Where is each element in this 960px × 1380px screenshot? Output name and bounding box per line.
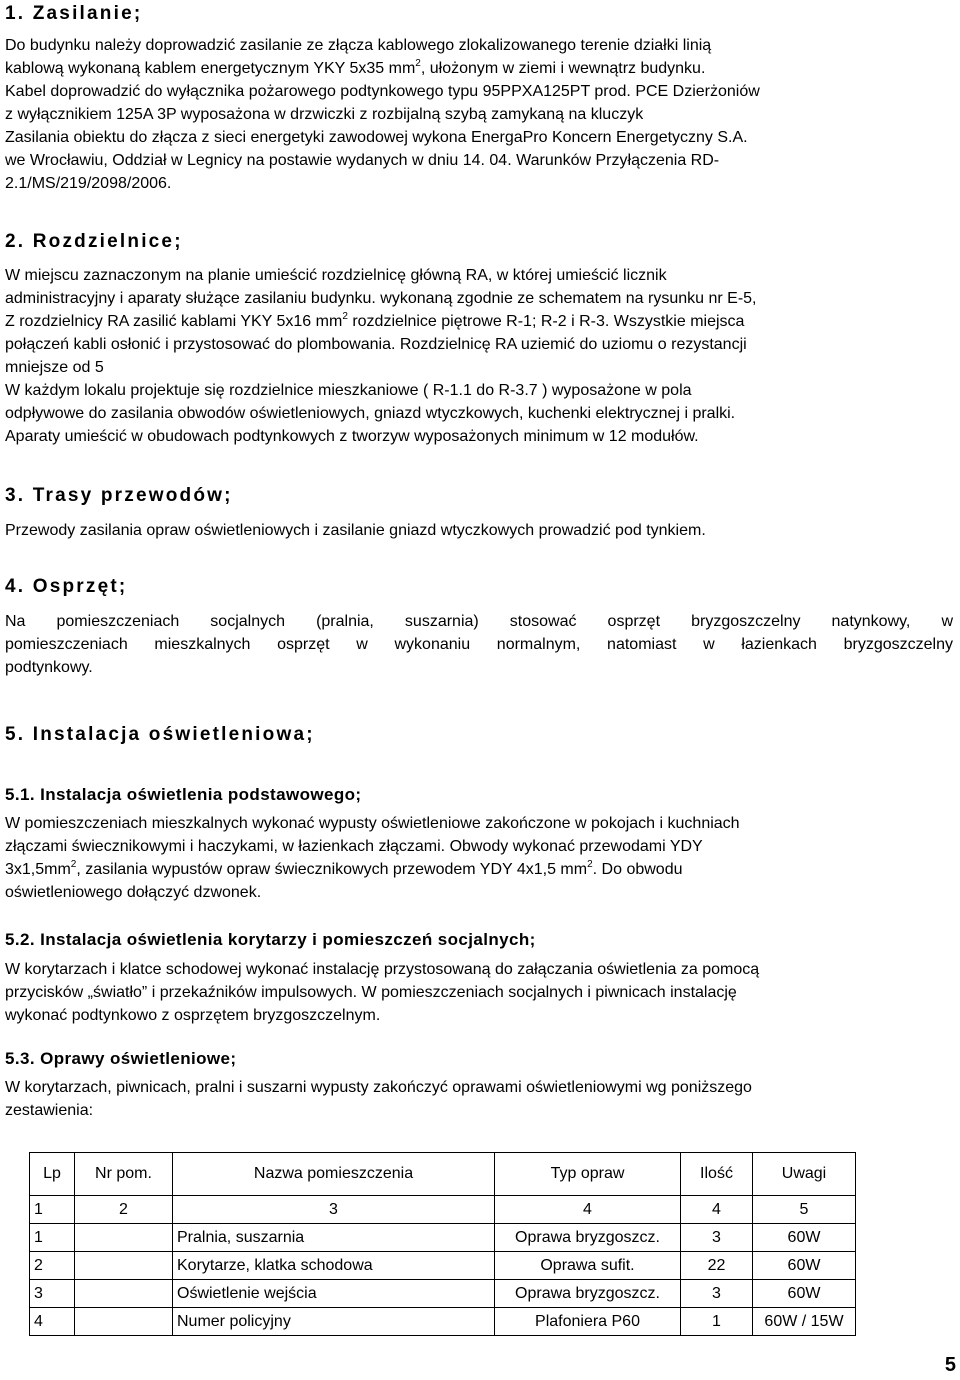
section-1-heading: 1. Zasilanie; bbox=[5, 3, 143, 24]
section-5-2-line: przycisków „światło” i przekaźników impulsowych. W pomieszczeniach socjalnych i piwnicach instalację bbox=[5, 984, 737, 1001]
section-5-2-text bbox=[5, 958, 953, 1027]
section-2-line: mniejsze od 5 bbox=[5, 359, 104, 376]
table-cell bbox=[75, 1252, 173, 1280]
section-5-heading: 5. Instalacja oświetleniowa; bbox=[5, 724, 315, 745]
section-3-text: Przewody zasilania opraw oświetleniowych i zasilanie gniazd wtyczkowych prowadzić pod tynkiem. bbox=[5, 522, 706, 539]
table-cell: Oprawa bryzgoszcz. bbox=[495, 1224, 681, 1252]
column-header: Nr pom. bbox=[75, 1153, 173, 1196]
section-4-heading: 4. Osprzęt; bbox=[5, 576, 128, 597]
table-cell: 2 bbox=[75, 1196, 173, 1224]
section-1-line: Zasilania obiektu do złącza z sieci energetyki zawodowej wykona EnergaPro Koncern Energetyczny S.A. bbox=[5, 129, 748, 146]
table-cell: 3 bbox=[30, 1280, 75, 1308]
table-row bbox=[30, 1280, 856, 1308]
table-cell: 60W bbox=[753, 1280, 856, 1308]
table-cell: 3 bbox=[681, 1224, 753, 1252]
section-5-1-line: oświetleniowego dołączyć dzwonek. bbox=[5, 884, 262, 901]
section-1-line: we Wrocławiu, Oddział w Legnicy na postawie wydanych w dniu 14. 04. Warunków Przyłączenia RD- bbox=[5, 152, 720, 169]
section-4-text bbox=[5, 610, 953, 679]
table-cell: 22 bbox=[681, 1252, 753, 1280]
table-cell bbox=[75, 1280, 173, 1308]
table-cell: 3 bbox=[173, 1196, 495, 1224]
text-span: , ułożonym w ziemi i wewnątrz budynku. bbox=[420, 60, 706, 77]
section-2-line bbox=[5, 310, 953, 333]
table-row bbox=[30, 1308, 856, 1336]
table-cell: 4 bbox=[495, 1196, 681, 1224]
section-5-2-heading: 5.2. Instalacja oświetlenia korytarzy i pomieszczeń socjalnych; bbox=[5, 930, 536, 949]
page-number: 5 bbox=[944, 1354, 956, 1376]
section-5-1-line: złączami świecznikowymi i haczykami, w łazienkach złączami. Obwody wykonać przewodami YDY bbox=[5, 838, 703, 855]
table-cell: Numer policyjny bbox=[173, 1308, 495, 1336]
table-cell: Pralnia, suszarnia bbox=[173, 1224, 495, 1252]
column-header: Uwagi bbox=[753, 1153, 856, 1196]
section-5-1-line: W pomieszczeniach mieszkalnych wykonać wypusty oświetleniowe zakończone w pokojach i kuchniach bbox=[5, 815, 740, 832]
table-header-row bbox=[30, 1153, 856, 1196]
section-5-3-heading: 5.3. Oprawy oświetleniowe; bbox=[5, 1049, 237, 1068]
section-2-text bbox=[5, 264, 953, 448]
section-1-line: Kabel doprowadzić do wyłącznika pożarowego podtynkowego typu 95PPXA125PT prod. PCE Dzierżoniów bbox=[5, 83, 760, 100]
section-5-3-text bbox=[5, 1076, 953, 1122]
table-row bbox=[30, 1252, 856, 1280]
text-span: kablową wykonaną kablem energetycznym YKY 5x35 mm bbox=[5, 60, 416, 77]
section-4-line: pomieszczeniach mieszkalnych osprzęt w wykonaniu normalnym, natomiast w łazienkach bryzgoszczelny bbox=[5, 636, 953, 653]
table-cell: Plafoniera P60 bbox=[495, 1308, 681, 1336]
superscript: 2 bbox=[70, 859, 77, 870]
section-5-3-line: zestawienia: bbox=[5, 1102, 94, 1119]
section-2-line: Aparaty umieścić w obudowach podtynkowych z tworzyw wyposażonych minimum w 12 modułów. bbox=[5, 428, 699, 445]
section-2-line: W miejscu zaznaczonym na planie umieścić rozdzielnicę główną RA, w której umieścić licznik bbox=[5, 267, 667, 284]
table-cell: Korytarze, klatka schodowa bbox=[173, 1252, 495, 1280]
table-cell: 1 bbox=[681, 1308, 753, 1336]
text-span: . Do obwodu bbox=[592, 861, 683, 878]
section-2-line: połączeń kabli osłonić i przystosować do plombowania. Rozdzielnicę RA uziemić do uziomu o rezystancji bbox=[5, 336, 747, 353]
section-5-2-line: wykonać podtynkowo z osprzętem bryzgoszczelnym. bbox=[5, 1007, 381, 1024]
section-1-line: z wyłącznikiem 125A 3P wyposażona w drzwiczki z rozbijalną szybą zamykaną na kluczyk bbox=[5, 106, 644, 123]
section-1-text bbox=[5, 34, 953, 195]
table-numbering-row bbox=[30, 1196, 856, 1224]
table-cell: 2 bbox=[30, 1252, 75, 1280]
column-header: Typ opraw bbox=[495, 1153, 681, 1196]
section-2-line: W każdym lokalu projektuje się rozdzielnice mieszkaniowe ( R-1.1 do R-3.7 ) wyposażone w pola bbox=[5, 382, 692, 399]
section-5-1-text bbox=[5, 812, 953, 904]
table-cell: 1 bbox=[30, 1224, 75, 1252]
table-cell: 60W bbox=[753, 1252, 856, 1280]
section-5-3-line: W korytarzach, piwnicach, pralni i suszarni wypusty zakończyć oprawami oświetleniowymi wg poniższego bbox=[5, 1079, 752, 1096]
table-cell: Oświetlenie wejścia bbox=[173, 1280, 495, 1308]
table-cell: 5 bbox=[753, 1196, 856, 1224]
superscript: 2 bbox=[342, 311, 348, 322]
table-cell: Oprawa bryzgoszcz. bbox=[495, 1280, 681, 1308]
superscript: 2 bbox=[587, 859, 593, 870]
section-2-heading: 2. Rozdzielnice; bbox=[5, 231, 183, 252]
table-cell: 4 bbox=[30, 1308, 75, 1336]
section-2-line: administracyjny i aparaty służące zasilaniu budynku. wykonaną zgodnie ze schematem na rysunku nr E-5, bbox=[5, 290, 757, 307]
section-5-1-line bbox=[5, 858, 953, 881]
column-header: Nazwa pomieszczenia bbox=[173, 1153, 495, 1196]
text-span: rozdzielnice piętrowe R-1; R-2 i R-3. Wszystkie miejsca bbox=[347, 313, 745, 330]
table-cell bbox=[75, 1224, 173, 1252]
table-cell: 4 bbox=[681, 1196, 753, 1224]
column-header: Ilość bbox=[681, 1153, 753, 1196]
superscript: 2 bbox=[415, 58, 421, 69]
section-2-line: odpływowe do zasilania obwodów oświetleniowych, gniazd wtyczkowych, kuchenki elektrycznej i pralki. bbox=[5, 405, 736, 422]
text-span: 3x1,5mm bbox=[5, 861, 71, 878]
section-4-line: Na pomieszczeniach socjalnych (pralnia, suszarnia) stosować osprzęt bryzgoszczelny natynkowy, w bbox=[5, 613, 953, 630]
table-row bbox=[30, 1224, 856, 1252]
table-cell: 60W / 15W bbox=[753, 1308, 856, 1336]
table-cell: 3 bbox=[681, 1280, 753, 1308]
section-1-line: Do budynku należy doprowadzić zasilanie ze złącza kablowego zlokalizowanego terenie działki linią bbox=[5, 37, 712, 54]
luminaires-table bbox=[29, 1152, 856, 1336]
section-4-line: podtynkowy. bbox=[5, 659, 93, 676]
table-cell: Oprawa sufit. bbox=[495, 1252, 681, 1280]
text-span: Z rozdzielnicy RA zasilić kablami YKY 5x16 mm bbox=[5, 313, 343, 330]
section-1-line: 2.1/MS/219/2098/2006. bbox=[5, 175, 172, 192]
table-cell: 60W bbox=[753, 1224, 856, 1252]
table-cell bbox=[75, 1308, 173, 1336]
text-span: , zasilania wypustów opraw świecznikowych przewodem YDY 4x1,5 mm bbox=[76, 861, 588, 878]
section-5-2-line: W korytarzach i klatce schodowej wykonać instalację przystosowaną do załączania oświetlenia za pomocą bbox=[5, 961, 760, 978]
column-header: Lp bbox=[30, 1153, 75, 1196]
section-5-1-heading: 5.1. Instalacja oświetlenia podstawowego; bbox=[5, 785, 362, 804]
section-1-line bbox=[5, 57, 953, 80]
table-cell: 1 bbox=[30, 1196, 75, 1224]
section-3-heading: 3. Trasy przewodów; bbox=[5, 485, 233, 506]
